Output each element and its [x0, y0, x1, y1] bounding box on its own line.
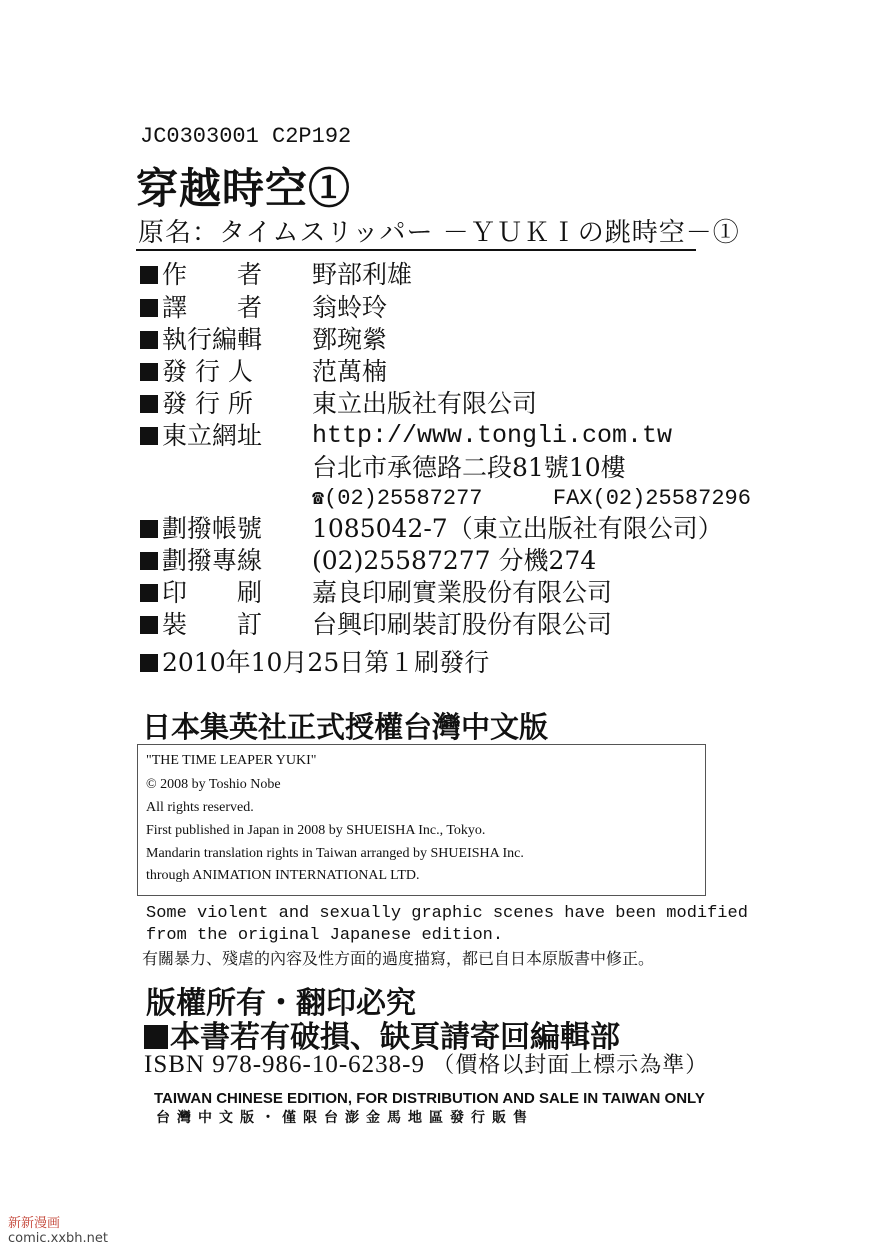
- credit-value: 東立出版社有限公司: [312, 389, 538, 418]
- original-title: 原名：タイムスリッパー －ＹＵＫＩの跳時空－①: [138, 218, 740, 248]
- bullet-square-icon: [140, 427, 158, 445]
- credit-label: 譯 者: [162, 293, 263, 322]
- credit-value: 范萬楠: [312, 357, 388, 386]
- copyright-line: All rights reserved.: [146, 800, 254, 815]
- fax-number: FAX(02)25587296: [552, 486, 751, 511]
- credit-value: 1085042-7（東立出版社有限公司）: [312, 514, 723, 543]
- bullet-square-icon: [140, 395, 158, 413]
- copyright-line: through ANIMATION INTERNATIONAL LTD.: [146, 868, 420, 883]
- credit-value: 野部利雄: [312, 260, 413, 289]
- distribution-english: TAIWAN CHINESE EDITION, FOR DISTRIBUTION AND SALE IN TAIWAN ONLY: [154, 1090, 705, 1107]
- bullet-square-icon: [140, 552, 158, 570]
- telephone-icon: ☎: [312, 488, 325, 511]
- credit-label: 印 刷: [162, 578, 263, 607]
- bullet-square-icon: [140, 616, 158, 634]
- copyright-line: "THE TIME LEAPER YUKI": [146, 753, 317, 768]
- credit-label: 劃撥帳號: [162, 514, 263, 543]
- price-note: （價格以封面上標示為準）: [432, 1053, 709, 1078]
- credit-value: 翁蛉玲: [312, 293, 388, 322]
- book-code: JC0303001 C2P192: [140, 124, 352, 149]
- copyright-line: © 2008 by Toshio Nobe: [146, 777, 281, 792]
- bullet-square-icon: [140, 654, 158, 672]
- warning-english-line: Some violent and sexually graphic scenes have been modified: [146, 904, 748, 923]
- watermark-site-name: 新新漫画: [8, 1216, 61, 1231]
- credit-label: 發 行 人: [162, 357, 253, 386]
- bullet-square-icon: [140, 331, 158, 349]
- copyright-line: Mandarin translation rights in Taiwan arranged by SHUEISHA Inc.: [146, 846, 524, 861]
- credit-value: 嘉良印刷實業股份有限公司: [312, 578, 613, 607]
- bullet-square-icon: [140, 363, 158, 381]
- bullet-square-icon: [140, 299, 158, 317]
- distribution-chinese: 台灣中文版・僅限台澎金馬地區發行販售: [156, 1110, 534, 1126]
- print-date-row: [140, 643, 489, 679]
- address-text: 台北市承德路二段81號10樓: [312, 453, 626, 482]
- book-title: 穿越時空①: [136, 164, 352, 213]
- print-date: 2010年10月25日第１刷發行: [162, 648, 490, 677]
- credit-label: 發 行 所: [162, 389, 253, 418]
- warning-chinese: 有關暴力、殘虐的內容及性方面的過度描寫，都已自日本原版書中修正。: [142, 949, 655, 968]
- isbn-row: [144, 1048, 708, 1079]
- credit-value: 台興印刷裝訂股份有限公司: [312, 610, 613, 639]
- warning-english-line: from the original Japanese edition.: [146, 926, 504, 945]
- bullet-square-icon: [140, 520, 158, 538]
- credit-label: 東立網址: [162, 421, 263, 450]
- bullet-square-icon: [144, 1025, 168, 1049]
- bullet-square-icon: [140, 266, 158, 284]
- watermark-url: comic.xxbh.net: [8, 1231, 109, 1246]
- credit-label: 執行編輯: [162, 325, 263, 354]
- license-title: 日本集英社正式授權台灣中文版: [142, 710, 549, 744]
- rights-reserved: 版權所有・翻印必究: [146, 986, 416, 1021]
- credit-value: (02)25587277 分機274: [312, 546, 597, 575]
- isbn: ISBN 978-986-10-6238-9: [144, 1051, 426, 1078]
- website-link[interactable]: http://www.tongli.com.tw: [312, 421, 673, 450]
- title-divider: [136, 249, 696, 251]
- credit-label: 劃撥專線: [162, 546, 263, 575]
- copyright-line: First published in Japan in 2008 by SHUEISHA Inc., Tokyo.: [146, 823, 486, 838]
- defect-notice: 本書若有破損、缺頁請寄回編輯部: [170, 1020, 620, 1055]
- credit-label: 作 者: [162, 260, 263, 289]
- phone-number: (02)25587277: [324, 486, 483, 511]
- credit-label: 裝 訂: [162, 610, 263, 639]
- bullet-square-icon: [140, 584, 158, 602]
- credit-value: 鄧琬縈: [312, 325, 388, 354]
